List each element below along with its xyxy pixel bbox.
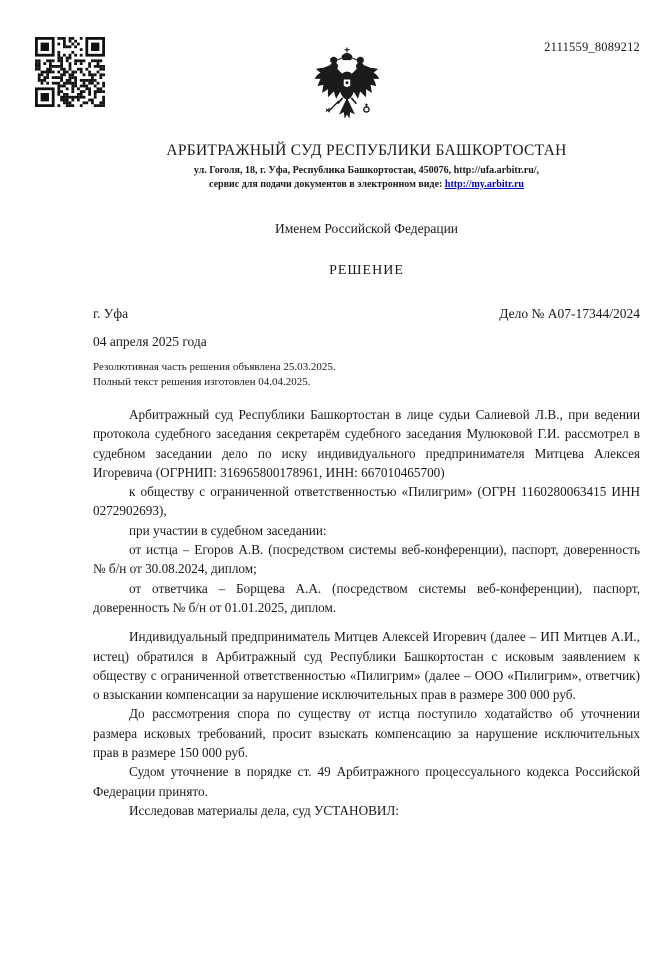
decision-title: РЕШЕНИЕ: [329, 263, 404, 278]
case-number: Дело № А07-17344/2024: [499, 306, 640, 321]
body-paragraph: Индивидуальный предприниматель Митцев Алексей Игоревич (далее – ИП Митцев А.И., истец) обратился в Арбитражный суд Республики Башкортостан с исковым заявлением к обществу с ограниченной ответственностью «Пилигрим» (далее – ООО «Пилигрим», ответчик) о взыскании компенсации за нарушение исключительных прав в размере 300 000 руб.: [93, 629, 640, 703]
city-label: г. Уфа: [93, 306, 129, 321]
body-paragraph: от ответчика – Борщева А.А. (посредством системы веб-конференции), паспорт, доверенность № б/н от 01.01.2025, диплом.: [93, 580, 640, 615]
eservice-prefix: сервис для подачи документов в электронном виде:: [209, 178, 445, 190]
body-paragraph: Судом уточнение в порядке ст. 49 Арбитражного процессуального кодекса Российской Федерации принято.: [93, 764, 640, 799]
court-header: [93, 142, 640, 191]
decision-body: [93, 405, 640, 820]
body-paragraph: при участии в судебном заседании:: [129, 522, 327, 538]
body-paragraph: от истца – Егоров А.В. (посредством системы веб-конференции), паспорт, доверенность № б/н от 30.08.2024, диплом;: [93, 542, 640, 577]
body-paragraph: До рассмотрения спора по существу от истца поступило ходатайство об уточнении размера исковых требований, просит взыскать компенсацию за нарушение исключительных прав в размере 150 000 руб.: [93, 706, 640, 761]
case-meta-row: [93, 306, 640, 322]
body-paragraph: Арбитражный суд Республики Башкортостан в лице судьи Салиевой Л.В., при ведении протокола судебного заседания секретарём судебного заседания Мулюковой Г.И. рассмотрел в судебном заседании дело по иску индивидуального предпринимателя Митцева Алексея Игоревича (ОГРНИП: 316965800178961, ИНН: 667010465700): [93, 407, 640, 480]
court-address: [93, 164, 640, 191]
body-paragraph: к обществу с ограниченной ответственностью «Пилигрим» (ОГРН 1160280063415 ИНН 0272902693),: [93, 484, 640, 519]
eservice-link[interactable]: http://my.arbitr.ru: [444, 178, 524, 190]
document-id: 2111559_8089212: [544, 40, 640, 54]
body-paragraph: Исследовав материалы дела, суд УСТАНОВИЛ:: [129, 802, 400, 818]
decision-date: 04 апреля 2025 года: [93, 334, 207, 349]
russia-coat-of-arms-icon: [311, 44, 383, 136]
announced-note: Резолютивная часть решения объявлена 25.03.2025.: [93, 361, 336, 373]
qr-code-icon: [35, 37, 105, 107]
fulltext-note: Полный текст решения изготовлен 04.04.2025.: [93, 376, 311, 388]
in-the-name-line: Именем Российской Федерации: [274, 221, 459, 236]
court-name: АРБИТРАЖНЫЙ СУД РЕСПУБЛИКИ БАШКОРТОСТАН: [166, 142, 567, 159]
court-address-line: ул. Гоголя, 18, г. Уфа, Республика Башкортостан, 450076, http://ufa.arbitr.ru/,: [193, 165, 540, 176]
decision-notes: [93, 360, 336, 390]
